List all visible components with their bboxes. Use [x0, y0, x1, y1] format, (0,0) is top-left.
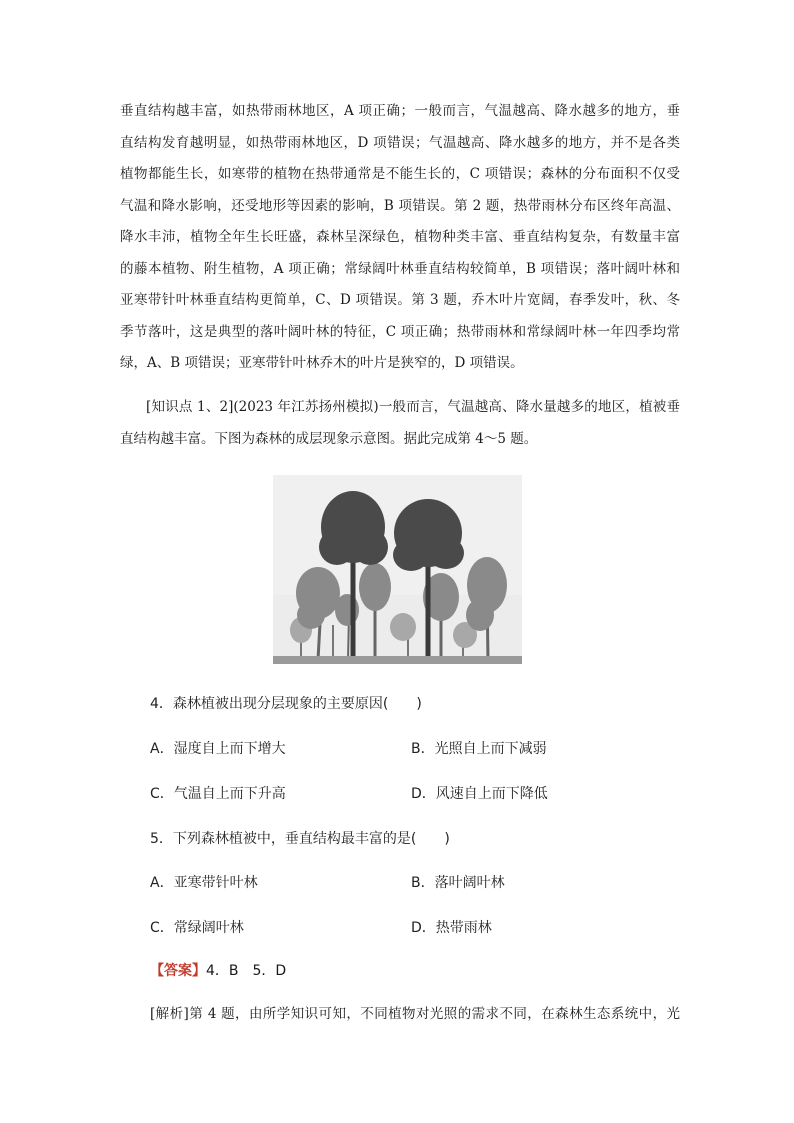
text-line: 植物都能生长，如寒带的植物在热带通常是不能生长的，C 项错误；森林的分布面积不仅受: [120, 166, 680, 182]
text-line: 的藤本植物、附生植物，A 项正确；常绿阔叶林垂直结构较简单，B 项错误；落叶阔叶林和: [120, 260, 680, 277]
q4-option-d: D．风速自上而下降低: [411, 786, 548, 802]
analysis-line: [解析]第 4 题，由所学知识可知，不同植物对光照的需求不同，在森林生态系统中，光: [150, 1006, 680, 1022]
q5-option-d: D．热带雨林: [411, 920, 492, 936]
ground-line: [273, 656, 522, 664]
q5-option-c: C．常绿阔叶林: [150, 920, 244, 936]
answer-tag: 【答案】: [150, 963, 206, 979]
text-line: 降水丰沛，植物全年生长旺盛，森林呈深绿色，植物种类丰富、垂直结构复杂，有数量丰富: [120, 229, 680, 245]
q4-option-a: A．湿度自上而下增大: [150, 741, 286, 757]
q4-option-c: C．气温自上而下升高: [150, 786, 286, 802]
text-line: 亚寒带针叶林垂直结构更简单，C、D 项错误。第 3 题，乔木叶片宽阔，春季发叶，秋、冬: [120, 292, 680, 308]
text-line: 气温和降水影响，还受地形等因素的影响，B 项错误。第 2 题，热带雨林分布区终年高温、: [120, 197, 680, 214]
question-intro-paragraph: [120, 392, 680, 455]
text-line: 季节落叶，这是典型的落叶阔叶林的特征，C 项正确；热带雨林和常绿阔叶林一年四季均常: [120, 323, 680, 340]
text-line: 直结构发育越明显，如热带雨林地区，D 项错误；气温越高、降水越多的地方，并不是各类: [120, 134, 680, 151]
q4-option-b: B．光照自上而下减弱: [411, 741, 547, 757]
answer-line: [150, 960, 286, 980]
q5-option-a: A．亚寒带针叶林: [150, 875, 258, 891]
forest-layer-figure: [273, 475, 522, 664]
text-line: 垂直结构越丰富，如热带雨林地区，A 项正确；一般而言，气温越高、降水越多的地方，垂: [120, 103, 680, 119]
q5-stem: 5．下列森林植被中，垂直结构最丰富的是( ): [150, 831, 450, 847]
answer-text: 4．B 5．D: [206, 963, 287, 979]
q4-stem: 4．森林植被出现分层现象的主要原因( ): [150, 696, 422, 712]
q5-option-b: B．落叶阔叶林: [411, 875, 505, 891]
text-line: 直结构越丰富。下图为森林的成层现象示意图。据此完成第 4～5 题。: [120, 430, 538, 447]
text-line: [知识点 1、2](2023 年江苏扬州模拟)一般而言，气温越高、降水量越多的地区，植被垂: [146, 399, 680, 415]
explanation-paragraph: [120, 96, 680, 380]
text-line: 绿，A、B 项错误；亚寒带针叶林乔木的叶片是狭窄的，D 项错误。: [120, 355, 524, 371]
